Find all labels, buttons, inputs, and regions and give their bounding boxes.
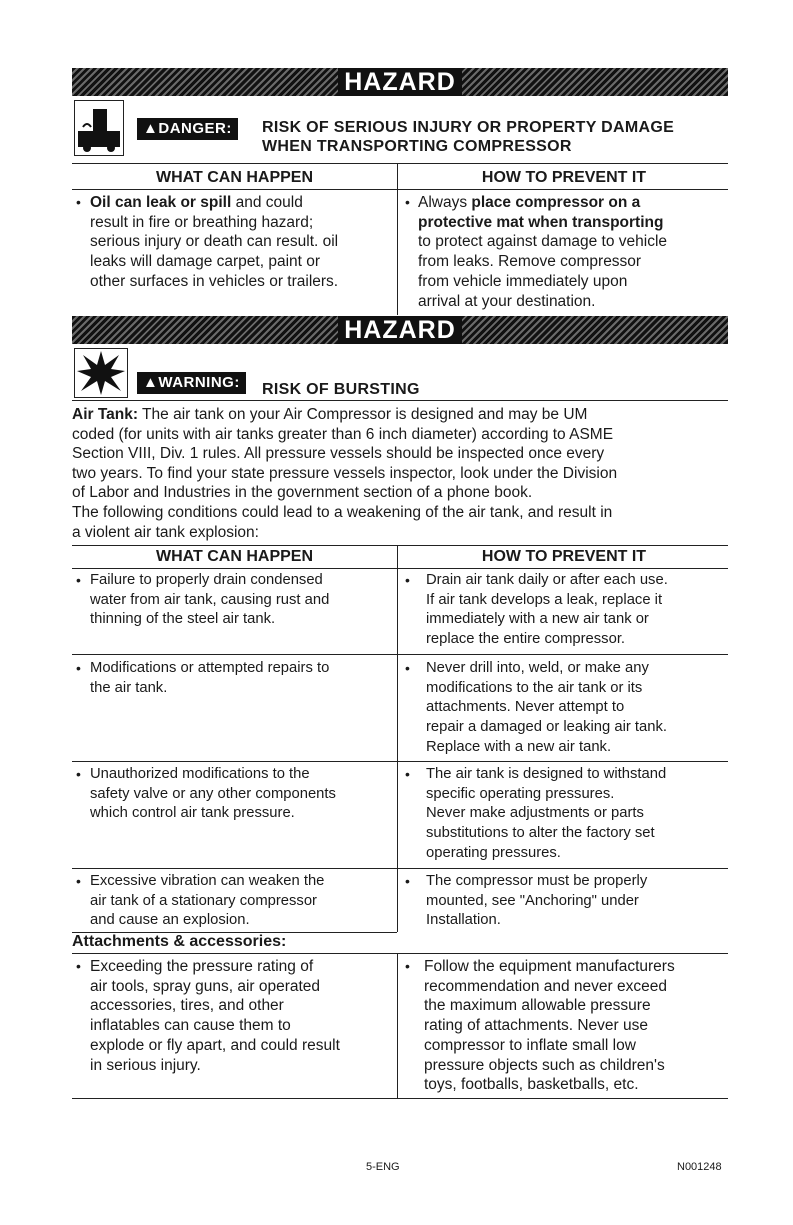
bullet: •	[76, 766, 81, 782]
text-line: compressor to inflate small low	[424, 1036, 636, 1054]
text-line: Failure to properly drain condensed	[90, 572, 323, 588]
text-line: The compressor must be properly	[426, 873, 648, 889]
text-line: Exceeding the pressure rating of	[90, 958, 314, 975]
text-line: Never make adjustments or parts	[426, 805, 644, 822]
divider	[72, 568, 728, 569]
row-divider	[72, 868, 728, 869]
text: The air tank on your Air Compressor is designed and may be UM	[138, 406, 588, 423]
bullet: •	[76, 572, 81, 588]
bullet: •	[405, 873, 410, 889]
row2-how-to-prevent	[426, 659, 730, 758]
text-line: immediately with a new air tank or	[426, 611, 649, 628]
text: and could	[231, 194, 303, 211]
row-divider	[72, 654, 728, 655]
row2-what-can-happen	[90, 659, 395, 698]
bullet: •	[76, 873, 81, 889]
transport-hazard-pictogram-icon	[74, 100, 124, 156]
text-line: inflatables can cause them to	[90, 1017, 291, 1035]
danger-label: DANGER:	[158, 120, 232, 137]
text-line: accessories, tires, and other	[90, 997, 284, 1015]
text-line: recommendation and never exceed	[424, 977, 667, 995]
hazard-banner-2	[72, 316, 728, 344]
text-line: other surfaces in vehicles or trailers.	[90, 272, 339, 290]
divider	[72, 932, 397, 933]
hazard-banner-2-text: HAZARD	[338, 316, 462, 344]
text-line: Replace with a new air tank.	[426, 738, 612, 755]
text-line: repair a damaged or leaking air tank.	[426, 719, 667, 736]
text-line: Never drill into, weld, or make any	[426, 660, 649, 676]
row4-how-to-prevent	[426, 872, 730, 931]
warning-triangle-icon: ▲	[143, 120, 159, 137]
risk-title-2: WHEN TRANSPORTING COMPRESSOR	[262, 138, 572, 155]
row1-how-to-prevent	[426, 571, 730, 650]
bullet: •	[405, 958, 410, 974]
text-line: Section VIII, Div. 1 rules. All pressure vessels should be inspected once every	[72, 445, 605, 463]
bullet: •	[76, 958, 81, 974]
text-line: pressure objects such as children's	[424, 1056, 665, 1074]
column-divider	[397, 163, 398, 315]
text-line: Follow the equipment manufacturers	[424, 958, 675, 975]
bold-text: protective mat when transporting	[418, 213, 664, 231]
text-line: Excessive vibration can weaken the	[90, 873, 325, 889]
text-line: substitutions to alter the factory set	[426, 825, 655, 842]
risk-of-bursting: RISK OF BURSTING	[262, 381, 420, 398]
hazard1-what-can-happen	[90, 193, 395, 292]
text-line: the maximum allowable pressure	[424, 997, 651, 1015]
bullet: •	[76, 194, 81, 210]
bullet: •	[405, 766, 410, 782]
text-line: the air tank.	[90, 679, 168, 696]
explosion-pictogram-icon	[74, 348, 128, 398]
bullet: •	[76, 660, 81, 676]
text: Always	[418, 194, 472, 211]
text-line: safety valve or any other components	[90, 785, 336, 802]
text-line: modifications to the air tank or its	[426, 679, 643, 696]
text-line: air tank of a stationary compressor	[90, 892, 317, 909]
text-line: explode or fly apart, and could result	[90, 1036, 340, 1054]
text-line: The following conditions could lead to a weakening of the air tank, and result in	[72, 503, 613, 521]
text-line: arrival at your destination.	[418, 292, 596, 310]
text-line: to protect against damage to vehicle	[418, 233, 668, 251]
text-line: leaks will damage carpet, paint or	[90, 253, 321, 271]
hazard1-how-to-prevent	[418, 193, 730, 311]
warning-signal-word	[137, 372, 246, 394]
divider	[72, 189, 728, 190]
text-line: operating pressures.	[426, 844, 561, 861]
hazard-banner-1	[72, 68, 728, 96]
oil-leak-bold: Oil can leak or spill	[90, 194, 232, 211]
column-divider	[397, 545, 398, 932]
text-line: from vehicle immediately upon	[418, 272, 628, 290]
row3-how-to-prevent	[426, 765, 730, 864]
text-line: thinning of the steel air tank.	[90, 611, 276, 628]
bullet: •	[405, 194, 410, 210]
row1-what-can-happen	[90, 571, 395, 630]
text-line: from leaks. Remove compressor	[418, 253, 642, 271]
col-what-can-happen: WHAT CAN HAPPEN	[155, 169, 314, 186]
bold-text: place compressor on a	[471, 194, 641, 211]
text-line: of Labor and Industries in the government section of a phone book.	[72, 484, 533, 502]
text-line: Drain air tank daily or after each use.	[426, 572, 668, 588]
danger-signal-word	[137, 118, 238, 140]
divider	[72, 163, 728, 164]
document-code: N001248	[677, 1161, 722, 1173]
divider	[72, 1098, 728, 1099]
text-line: water from air tank, causing rust and	[90, 591, 330, 608]
text-line: and cause an explosion.	[90, 912, 250, 929]
text-line: Modifications or attempted repairs to	[90, 660, 330, 676]
row3-what-can-happen	[90, 765, 395, 824]
text-line: mounted, see "Anchoring" under	[426, 892, 639, 909]
air-tank-intro	[72, 405, 732, 542]
warning-triangle-icon: ▲	[143, 374, 159, 391]
divider	[72, 400, 728, 401]
attachments-what-can-happen	[90, 957, 395, 1075]
attachments-how-to-prevent	[424, 957, 730, 1095]
page-number: 5-ENG	[366, 1161, 400, 1173]
text-line: two years. To find your state pressure vessels inspector, look under the Division	[72, 464, 618, 482]
column-divider	[397, 953, 398, 1098]
text-line: The air tank is designed to withstand	[426, 766, 667, 782]
text-line: If air tank develops a leak, replace it	[426, 591, 663, 608]
air-tank-label: Air Tank:	[72, 406, 139, 423]
text-line: specific operating pressures.	[426, 785, 615, 802]
col-how-to-prevent: HOW TO PREVENT IT	[481, 548, 647, 565]
text-line: which control air tank pressure.	[90, 805, 295, 822]
text-line: Installation.	[426, 912, 501, 929]
text-line: coded (for units with air tanks greater than 6 inch diameter) according to ASME	[72, 425, 614, 443]
row-divider	[72, 761, 728, 762]
text-line: replace the entire compressor.	[426, 631, 626, 648]
bullet: •	[405, 572, 410, 588]
text-line: rating of attachments. Never use	[424, 1017, 649, 1035]
text-line: a violent air tank explosion:	[72, 523, 259, 541]
divider	[72, 953, 728, 954]
text-line: serious injury or death can result. oil	[90, 233, 339, 251]
bullet: •	[405, 660, 410, 676]
warning-label: WARNING:	[158, 374, 240, 391]
text-line: Unauthorized modifications to the	[90, 766, 310, 782]
text-line: air tools, spray guns, air operated	[90, 977, 321, 995]
col-what-can-happen: WHAT CAN HAPPEN	[155, 548, 314, 565]
attachments-heading: Attachments & accessories:	[72, 933, 287, 950]
risk-title-1: RISK OF SERIOUS INJURY OR PROPERTY DAMAGE	[262, 119, 675, 136]
row4-what-can-happen	[90, 872, 395, 931]
text-line: attachments. Never attempt to	[426, 699, 625, 716]
text-line: in serious injury.	[90, 1056, 201, 1074]
text-line: result in fire or breathing hazard;	[90, 213, 314, 231]
hazard-banner-1-text: HAZARD	[338, 68, 462, 96]
text-line: toys, footballs, basketballs, etc.	[424, 1076, 639, 1094]
col-how-to-prevent: HOW TO PREVENT IT	[481, 169, 647, 186]
